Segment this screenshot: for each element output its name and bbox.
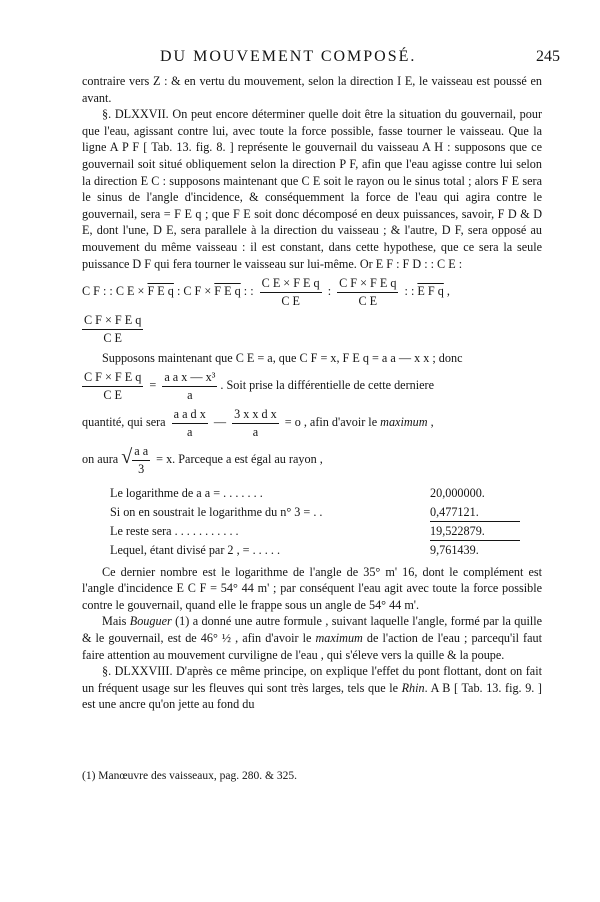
footnote: (1) Manœuvre des vaisseaux, pag. 280. & 325. <box>82 770 297 782</box>
eq-italic: maximum <box>380 415 428 430</box>
fraction: $\frac{\text{C F × F E q}}{\text{C E}}$ <box>84 313 142 345</box>
log-row: Le logarithme de a a = . . . . . . . 20,000000. <box>110 485 485 500</box>
fraction: $\frac{\text{C E × F E q}}{\text{C E}}$ <box>261 276 320 308</box>
eq-text: = x. Parceque a est égal au rayon , <box>153 452 323 467</box>
equation-radical <box>82 443 542 477</box>
eq-text: : : <box>240 284 257 299</box>
equation-differential <box>82 406 542 440</box>
paragraph: contraire vers Z : & en vertu du mouvement, selon la direction I E, le vaisseau est poussé en avant. <box>82 74 542 105</box>
paragraph-dlxxvii: §. DLXXVII. On peut encore déterminer quelle doit être la situation du gouvernail, pour que l'eau, agissant contre lui, avec toute la force possible, fasse tourner le vaisseau. Que la ligne A P F [ Tab. 13. fig. 8. ] représente le gouvernail du vaisseau A H : supposons que ce gouvernail soit situé obliquement selon la direction P F, afin que l'eau agisse contre lui selon la direction E C : supposons maintenant que C E soit le rayon ou le sinus total ; alors F E sera le sinus de l'angle d'incidence, & conséquemment la force de l'eau qui agira contre le gouvernail, sera = F E q ; que F E soit donc décomposé en deux puissances, savoir, F D & D E, dont l'une, D E, sera parallele à la direction du vaisseau ; & l'autre, D F, sera opposé au mouvement du même vaisseau : il est constant, dans cette hypothese, que ce sera la seule puissance D F qui fera tourner le vaisseau sur lui-même. Or E F : F D : : C E : <box>82 107 542 271</box>
eq-text: : : <box>404 284 418 299</box>
eq-text: . Soit prise la différentielle de cette derniere <box>220 377 434 392</box>
fraction: $\frac{\text{C F × F E q}}{\text{C E}}$ <box>84 370 142 402</box>
paragraph-dlxxviii: §. DLXXVIII. D'après ce même principe, on explique l'effet du pont flottant, dont on fait un fréquent usage sur les fleuves qui sont très larges, tels que le Rhin. A B [ Tab. 13. fig. 9. ] est une ancre qu'on jette au fond du <box>82 664 542 712</box>
eq-text: = <box>146 377 160 392</box>
fraction: $\frac{\text{a a x — x³}}{a}$ <box>164 370 216 402</box>
radical-sign: √ <box>121 446 133 469</box>
eq-text: : C F × <box>173 284 215 299</box>
eq-term: E F q <box>417 284 444 299</box>
logarithm-table <box>110 484 520 560</box>
eq-text: — <box>210 415 230 430</box>
fraction: $\frac{\text{3 x x d x}}{a}$ <box>234 407 277 439</box>
paragraph-logarithm: Ce dernier nombre est le logarithme de l'angle de 35° m' 16, dont le complément est l'angle d'incidence E C F = 54° 44 m' ; par conséquent l'eau agit avec toute la force possible contre le gouvernail, quand elle le frappe sous un angle de 54° 44 m'. <box>82 564 542 612</box>
eq-text: : <box>327 284 335 299</box>
equation-result <box>82 312 542 346</box>
log-row: Lequel, étant divisé par 2 , = . . . . . 9,761439. <box>110 542 479 557</box>
fraction: $\frac{\text{C F × F E q}}{\text{C E}}$ <box>339 276 397 308</box>
eq-text: , <box>427 415 434 430</box>
fraction: $\frac{\text{a a d x}}{a}$ <box>173 407 206 439</box>
running-title: DU MOUVEMENT COMPOSÉ. <box>160 48 417 65</box>
paragraph-bouguer: Mais Bouguer (1) a donné une autre formule , suivant laquelle l'angle, formé par la quille & le gouvernail, est de 46° ½ , afin d'avoir le maximum de l'action de l'eau ; parcequ'il faut faire attention au mouvement curviligne de l'eau , qui s'éleve vers la quille & la poupe. <box>82 614 543 662</box>
eq-term: F E q <box>147 284 174 299</box>
fraction: $\frac{\text{a a}}{3}$ <box>134 444 149 477</box>
eq-text: = o , afin d'avoir le <box>281 415 381 430</box>
page-header <box>100 48 560 72</box>
eq-term: F E q <box>214 284 241 299</box>
eq-text: on aura <box>82 452 122 467</box>
log-row: Si on en soustrait le logarithme du n° 3 = . . 0,477121. <box>110 503 520 522</box>
paragraph-suppose: Supposons maintenant que C E = a, que C F = x, F E q = a a — x x ; donc <box>102 350 463 365</box>
equation-substitution <box>82 369 542 403</box>
equation-proportion <box>82 275 542 309</box>
eq-text: C F : : C E × <box>82 284 148 299</box>
body-text <box>82 73 542 713</box>
page-number: 245 <box>536 48 560 65</box>
eq-text: , <box>443 284 450 299</box>
eq-text: quantité, qui sera <box>82 415 169 430</box>
log-row: Le reste sera . . . . . . . . . . . 19,522879. <box>110 522 520 541</box>
